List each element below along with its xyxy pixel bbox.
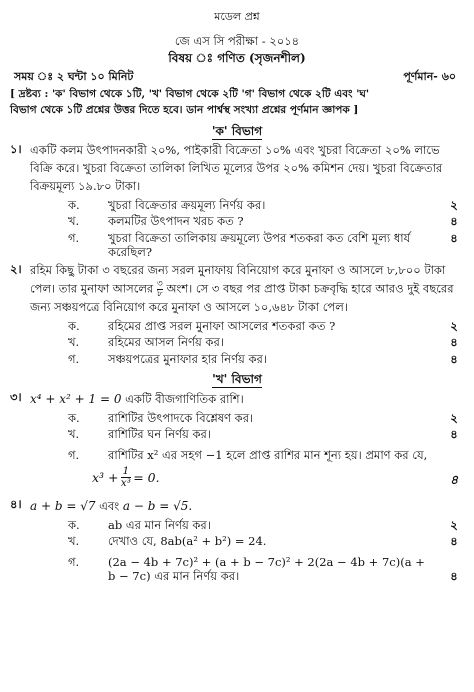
sub-label: গ. (68, 351, 80, 366)
full-marks: পূর্ণমান- ৬০ (403, 70, 456, 84)
sub-label: গ. (68, 230, 80, 245)
marks: ৪ (449, 472, 459, 488)
sub-label: খ. (68, 534, 80, 549)
instruction-line-2: বিভাগ থেকে ১টি প্রশ্নের উত্তর দিতে হবে। ডান পার্শ্বস্থ সংখ্যা প্রশ্নের পূর্ণমান জ্ঞাপক ] (10, 104, 359, 117)
sub-question (68, 214, 458, 229)
sub-question (68, 230, 458, 260)
sub-question (68, 318, 458, 333)
marks: ৪ (450, 335, 458, 350)
section-kha-heading: 'খ' বিভাগ (212, 372, 262, 387)
marks: ৪ (450, 230, 458, 245)
expression-a: a + b = √7 (30, 499, 96, 514)
subject-title: বিষয় ঃ গণিত (সৃজনশীল) (168, 51, 306, 66)
expression: x⁴ + x² + 1 = 0 (30, 392, 122, 407)
question-3 (10, 390, 464, 409)
marks: ২ (450, 517, 458, 532)
sub-question (68, 410, 458, 425)
time-marks-row (10, 70, 464, 84)
sub-label: গ. (68, 554, 80, 569)
expression-b: a − b = √5. (122, 499, 193, 514)
sub-label: ক. (68, 410, 80, 425)
sub-text: রহিমের প্রাপ্ত সরল মুনাফা আসলের শতকরা কত ? (108, 318, 336, 333)
marks: ৪ (450, 214, 458, 229)
marks: ৪ (450, 351, 458, 366)
formula-fraction (121, 466, 132, 489)
sub-text: খুচরা বিক্রেতা তালিকায় ক্রয়মূল্যে উপর শতকরা কত বেশি মূল্য ধার্য করেছিল? (108, 230, 411, 259)
marks: ৪ (450, 569, 458, 583)
question-1 (10, 142, 464, 195)
sub-text: রাশিটির উৎপাদকে বিশ্লেষণ কর। (108, 410, 254, 425)
sub-text: কলমটির উৎপাদন খরচ কত ? (108, 214, 244, 229)
sub-text: (2a − 4b + 7c)² + (a + b − 7c)² + 2(2a − 4b + 7c)(a + b − 7c) এর মান নির্ণয় কর। (108, 554, 425, 583)
sub-text: রহিমের আসল নির্ণয় কর। (108, 335, 224, 350)
question-number: ২। (10, 262, 22, 277)
sub-text: খুচরা বিক্রেতার ক্রয়মূল্য নির্ণয় কর। (108, 197, 266, 212)
sub-question (68, 197, 458, 212)
question-2 (10, 262, 464, 317)
stem-part-b: অংশ। সে ৩ বছর পর প্রাপ্ত টাকা চক্রবৃদ্ধি হারে আরও দুই বছরের জন্য সঞ্চয়পত্রে বিনিয়োগ করে মুনাফা ও আসলে ১০,৬৪৮ টাকা পেল। (30, 281, 454, 315)
question-4 (10, 497, 464, 516)
sub-text: দেখাও যে, 8ab(a² + b²) = 24. (108, 534, 267, 549)
question-number: ৪। (10, 497, 22, 512)
marks: ২ (450, 318, 458, 333)
question-stem (30, 497, 464, 516)
sub-label: খ. (68, 427, 80, 442)
sub-question (68, 351, 458, 366)
question-number: ৩। (10, 390, 22, 405)
formula-right: = 0. (133, 469, 160, 485)
sub-question (68, 427, 458, 442)
stem-part-a: রহিম কিছু টাকা ৩ বছরের জন্য সরল মুনাফায় বিনিয়োগ করে মুনাফা ও আসলে ৮,৮০০ টাকা পেল। তার মুনাফা আসলের (30, 263, 446, 296)
marks: ৪ (450, 427, 458, 442)
fraction-numerator: ৩ (156, 279, 163, 290)
sub-text: সঞ্চয়পত্রের মুনাফার হার নির্ণয় কর। (108, 351, 267, 366)
sub-question (68, 517, 458, 532)
marks: ২ (450, 197, 458, 212)
model-question-title: মডেল প্রশ্ন (214, 10, 260, 23)
sub-text: রাশিটির x² এর সহগ −1 হলে প্রাপ্ত রাশির মান শূন্য হয়। প্রমাণ কর যে, (108, 447, 428, 462)
question-stem (30, 262, 464, 317)
marks: ২ (450, 410, 458, 425)
formula-denominator: x³ (120, 477, 131, 490)
sub-label: ক. (68, 197, 80, 212)
sub-label: খ. (68, 214, 80, 229)
sub-label: ক. (68, 517, 80, 532)
question-stem: একটি কলম উৎপাদনকারী ২০%, পাইকারী বিক্রেতা ১০% এবং খুচরা বিক্রেতা ২০% লাভে বিক্রি করে। খুচরা বিক্রেতা তালিকা লিখিত মূল্যের উপর ২০% কমিশন দেয়। খুচরা বিক্রেতার বিক্রয়মূল্য ১৯.৮০ টাকা। (30, 143, 443, 194)
proof-formula (92, 465, 459, 490)
marks: ৪ (450, 534, 458, 549)
sub-text: ab এর মান নির্ণয় কর। (108, 517, 211, 532)
formula-numerator: 1 (122, 465, 130, 478)
fraction-denominator: ৮ (156, 289, 163, 300)
section-ka-heading: 'ক' বিভাগ (211, 124, 263, 139)
exam-title: জে এস সি পরীক্ষা - ২০১৪ (174, 33, 300, 48)
stem-text: একটি বীজগাণিতিক রাশি। (125, 392, 244, 407)
sub-label: খ. (68, 335, 80, 350)
time-allowed: সময় ঃ ২ ঘন্টা ১০ মিনিট (14, 70, 134, 84)
instruction-line-1: [ দ্রষ্টব্য : 'ক' বিভাগ থেকে ১টি, 'খ' বিভাগ থেকে ২টি 'গ' বিভাগ থেকে ২টি এবং 'ঘ' (10, 87, 370, 100)
question-stem (30, 390, 464, 409)
instruction-note (10, 86, 464, 119)
sub-question (68, 534, 458, 549)
joiner: এবং (99, 499, 120, 514)
sub-question (68, 448, 430, 462)
formula-left: x³ + (92, 469, 119, 485)
sub-question (68, 335, 458, 350)
sub-question (68, 554, 458, 584)
fraction (157, 280, 163, 299)
sub-label: ক. (68, 318, 80, 333)
sub-text: রাশিটির ঘন নির্ণয় কর। (108, 427, 211, 442)
sub-label: গ. (68, 447, 80, 462)
question-number: ১। (10, 142, 22, 157)
